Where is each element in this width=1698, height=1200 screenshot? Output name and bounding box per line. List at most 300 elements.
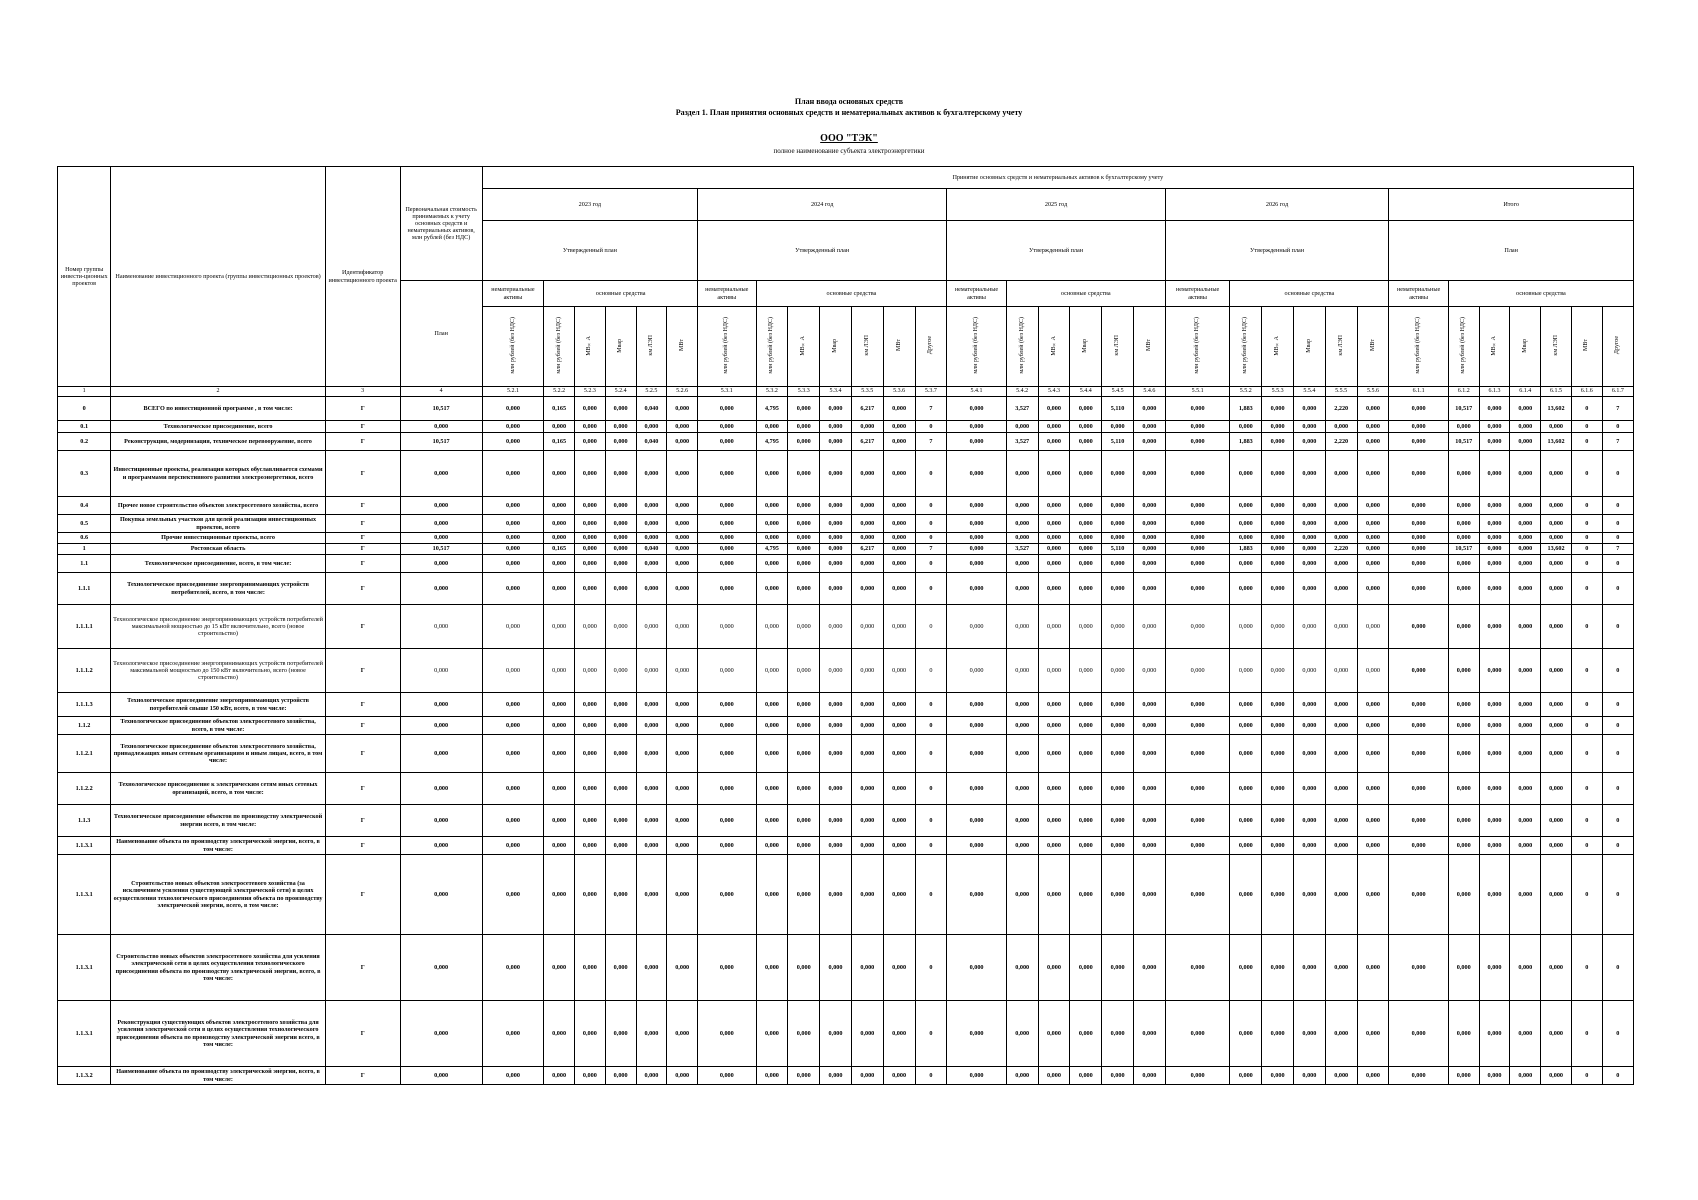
row-value: 0,000 (1070, 421, 1102, 433)
row-value: 0,000 (482, 421, 544, 433)
row-value: 0,000 (1006, 451, 1038, 497)
row-value: 0,000 (851, 451, 883, 497)
row-project-id: Г (325, 515, 400, 533)
row-value: 0,000 (667, 433, 698, 451)
table-row (58, 773, 1634, 805)
row-value: 0 (1571, 555, 1602, 573)
row-value: 0,000 (574, 533, 605, 544)
row-value: 0,000 (1389, 451, 1448, 497)
row-value: 0,000 (851, 837, 883, 855)
row-value: 0,000 (1510, 515, 1541, 533)
table-row (58, 451, 1634, 497)
unit-header-mvar (1070, 307, 1102, 387)
row-value: 0,000 (574, 837, 605, 855)
row-value: 0,000 (1510, 544, 1541, 555)
row-value: 0,000 (482, 693, 544, 717)
row-value: 0 (1571, 855, 1602, 935)
unit-header-other (1602, 307, 1633, 387)
row-value: 0,000 (1230, 773, 1262, 805)
unit-label: км ЛЭП (863, 335, 870, 356)
row-value: 0,000 (1389, 837, 1448, 855)
row-value: 0,000 (1006, 605, 1038, 649)
row-value: 0,000 (788, 397, 820, 421)
row-project-id: Г (325, 717, 400, 735)
row-value: 0,000 (1541, 805, 1572, 837)
row-value: 0,000 (947, 1001, 1006, 1067)
row-value: 0,000 (851, 421, 883, 433)
row-value: 7 (915, 433, 947, 451)
row-value: 0,000 (1262, 1067, 1294, 1085)
header-fixed-assets: основные средства (1448, 281, 1633, 307)
row-value: 0,000 (605, 533, 636, 544)
row-value: 0,000 (947, 451, 1006, 497)
unit-header-mln (947, 307, 1006, 387)
row-value: 0,000 (636, 693, 667, 717)
table-row (58, 693, 1634, 717)
row-project-id: Г (325, 935, 400, 1001)
row-value: 0,000 (1479, 497, 1510, 515)
row-project-name: Прочее новое строительство объектов электросетевого хозяйства, всего (111, 497, 325, 515)
row-value: 0,000 (1165, 773, 1230, 805)
row-value: 0,000 (667, 735, 698, 773)
row-value: 0 (1602, 605, 1633, 649)
row-value: 0,000 (756, 1067, 788, 1085)
row-value: 0,000 (1133, 735, 1165, 773)
row-value: 0,000 (1479, 773, 1510, 805)
row-project-name: Технологическое присоединение объектов электросетевого хозяйства, всего, в том числе: (111, 717, 325, 735)
row-value: 0,000 (605, 717, 636, 735)
column-number: 5.2.2 (544, 387, 575, 397)
row-value: 0,000 (1389, 735, 1448, 773)
row-value: 0,000 (1448, 1001, 1479, 1067)
row-value: 0,000 (1293, 544, 1325, 555)
row-project-name: Реконструкция, модернизация, техническое перевооружение, всего (111, 433, 325, 451)
row-value: 0,000 (883, 573, 915, 605)
row-value: 0,000 (883, 533, 915, 544)
row-value: 0,165 (544, 544, 575, 555)
row-value: 0,000 (1133, 433, 1165, 451)
row-value: 0,000 (1133, 515, 1165, 533)
unit-header-mln (698, 307, 756, 387)
row-value: 0,000 (1479, 717, 1510, 735)
row-value: 0,000 (1325, 497, 1357, 515)
row-value: 10,517 (1448, 544, 1479, 555)
header-fixed-assets: основные средства (1230, 281, 1389, 307)
row-value: 0,000 (756, 1001, 788, 1067)
row-value: 0,000 (605, 935, 636, 1001)
row-value: 0,000 (1102, 497, 1134, 515)
column-number: 5.5.6 (1357, 387, 1389, 397)
row-value: 0,000 (1230, 649, 1262, 693)
row-value: 0,000 (667, 605, 698, 649)
row-value: 0,000 (1165, 421, 1230, 433)
header-intangible: нематериальные активы (698, 281, 756, 307)
row-value: 0,000 (1102, 735, 1134, 773)
row-project-name: Покупка земельных участков для целей реализации инвестиционных проектов, всего (111, 515, 325, 533)
unit-header-mln (1230, 307, 1262, 387)
row-value: 0,000 (788, 605, 820, 649)
row-value: 0,000 (820, 735, 852, 773)
row-value: 0,000 (1038, 649, 1070, 693)
table-row (58, 735, 1634, 773)
row-value: 0,000 (1510, 451, 1541, 497)
unit-label: МВт (1369, 339, 1376, 352)
row-value: 0,000 (482, 451, 544, 497)
row-project-id: Г (325, 773, 400, 805)
row-value: 0,000 (1165, 433, 1230, 451)
unit-header-mln (1006, 307, 1038, 387)
row-project-id: Г (325, 855, 400, 935)
row-value: 0,000 (482, 773, 544, 805)
row-value: 0,000 (947, 837, 1006, 855)
row-value: 0,000 (1325, 421, 1357, 433)
row-value: 0,000 (1541, 855, 1572, 935)
row-value: 0,000 (820, 515, 852, 533)
row-value: 0,000 (1325, 515, 1357, 533)
row-value: 0,000 (1510, 735, 1541, 773)
row-value: 0,000 (883, 935, 915, 1001)
row-value: 0,000 (1133, 451, 1165, 497)
row-value: 0,000 (1357, 1001, 1389, 1067)
row-value: 0 (1571, 935, 1602, 1001)
unit-label: млн рублей (без НДС) (509, 317, 516, 374)
row-value: 0,000 (883, 773, 915, 805)
row-value: 0 (1602, 717, 1633, 735)
row-value: 0 (1602, 649, 1633, 693)
row-value: 0,000 (636, 717, 667, 735)
row-value: 0,000 (482, 1067, 544, 1085)
row-value: 0 (915, 515, 947, 533)
row-value: 0,000 (788, 497, 820, 515)
row-value: 0,000 (1479, 573, 1510, 605)
table-row (58, 805, 1634, 837)
row-value: 0,000 (947, 855, 1006, 935)
row-value: 0,000 (1133, 573, 1165, 605)
unit-label: км ЛЭП (1337, 335, 1344, 356)
row-value: 0,000 (544, 1067, 575, 1085)
header-year: 2024 год (698, 189, 947, 221)
row-value: 0,000 (1293, 421, 1325, 433)
row-value: 0,000 (1006, 717, 1038, 735)
row-value: 0,000 (947, 555, 1006, 573)
row-value: 0,000 (1293, 497, 1325, 515)
row-value: 0,000 (820, 433, 852, 451)
row-value: 0,000 (544, 421, 575, 433)
row-value: 0,000 (1165, 397, 1230, 421)
row-value: 0,000 (1038, 497, 1070, 515)
row-value: 0,000 (1510, 693, 1541, 717)
table-row (58, 421, 1634, 433)
row-value: 0,000 (544, 605, 575, 649)
row-value: 0 (1602, 855, 1633, 935)
table-row (58, 649, 1634, 693)
row-value: 0,000 (820, 605, 852, 649)
row-value: 0,000 (1165, 837, 1230, 855)
unit-label: МВ×А (1274, 335, 1281, 356)
row-value: 0 (915, 805, 947, 837)
row-value: 0,000 (1448, 421, 1479, 433)
row-value: 0,000 (1006, 837, 1038, 855)
row-value: 0,000 (1357, 421, 1389, 433)
row-value: 0,000 (1038, 573, 1070, 605)
row-number: 0.6 (58, 533, 111, 544)
column-number: 6.1.4 (1510, 387, 1541, 397)
row-value: 0,000 (544, 735, 575, 773)
row-value: 0,000 (1102, 649, 1134, 693)
row-value: 0,000 (544, 573, 575, 605)
row-value: 0,000 (1006, 735, 1038, 773)
unit-label: Мвар (617, 338, 624, 353)
unit-header-mln (482, 307, 544, 387)
row-value: 0,000 (788, 1067, 820, 1085)
row-value: 0,000 (947, 433, 1006, 451)
row-value: 0,000 (1541, 649, 1572, 693)
row-value: 0,000 (400, 693, 482, 717)
row-value: 0,000 (1389, 855, 1448, 935)
table-body (58, 397, 1634, 1085)
row-value: 0,000 (698, 573, 756, 605)
column-number: 5.3.1 (698, 387, 756, 397)
row-value: 0,000 (1510, 605, 1541, 649)
row-value: 0,000 (1448, 497, 1479, 515)
header-plan: Утвержденный план (1165, 221, 1389, 281)
unit-label: млн рублей (без НДС) (1242, 317, 1249, 374)
unit-header-mw (1571, 307, 1602, 387)
row-value: 0,000 (698, 1067, 756, 1085)
row-value: 0,000 (788, 693, 820, 717)
row-value: 0,000 (1448, 451, 1479, 497)
row-number: 1.1.1.3 (58, 693, 111, 717)
row-value: 0,000 (1357, 497, 1389, 515)
row-value: 0 (1602, 533, 1633, 544)
unit-label: млн рублей (без НДС) (1460, 317, 1467, 374)
row-value: 0,000 (482, 433, 544, 451)
row-value: 0,000 (1479, 515, 1510, 533)
column-number: 5.4.4 (1070, 387, 1102, 397)
row-value: 0,000 (636, 573, 667, 605)
row-value: 0,000 (1357, 735, 1389, 773)
row-value: 0,000 (1510, 497, 1541, 515)
row-value: 0,000 (482, 935, 544, 1001)
row-value: 0,000 (1448, 515, 1479, 533)
row-value: 0,000 (820, 544, 852, 555)
row-value: 0,000 (883, 515, 915, 533)
row-value: 0,000 (1293, 605, 1325, 649)
row-value: 0 (1571, 693, 1602, 717)
row-value: 0,000 (482, 605, 544, 649)
row-value: 0,000 (1133, 773, 1165, 805)
unit-header-mln (544, 307, 575, 387)
row-value: 0,000 (1102, 693, 1134, 717)
row-value: 0,000 (482, 717, 544, 735)
row-value: 0,000 (1133, 717, 1165, 735)
table-row (58, 397, 1634, 421)
table-row (58, 1001, 1634, 1067)
row-project-id: Г (325, 544, 400, 555)
row-value: 0,000 (851, 1001, 883, 1067)
row-value: 0,000 (851, 555, 883, 573)
row-value: 0,000 (1510, 935, 1541, 1001)
row-number: 1.1.3.2 (58, 1067, 111, 1085)
row-value: 0,000 (574, 433, 605, 451)
row-value: 0,000 (667, 935, 698, 1001)
row-value: 0,000 (605, 397, 636, 421)
row-project-name: Реконструкция существующих объектов электросетевого хозяйства для усиления электрической сети в целях осуществления технологического присоединения объекта по производству электрической энергии всего, в том числе: (111, 1001, 325, 1067)
unit-header-km (851, 307, 883, 387)
row-value: 0 (1602, 497, 1633, 515)
column-number: 5.4.1 (947, 387, 1006, 397)
row-project-id: Г (325, 735, 400, 773)
row-value: 0,000 (636, 935, 667, 1001)
row-value: 0,000 (1357, 451, 1389, 497)
row-value: 0,000 (1448, 773, 1479, 805)
row-value: 10,517 (400, 544, 482, 555)
unit-header-km (1541, 307, 1572, 387)
row-value: 0,000 (756, 805, 788, 837)
column-number: 1 (58, 387, 111, 397)
row-value: 0,000 (667, 451, 698, 497)
row-value: 0,000 (820, 693, 852, 717)
row-value: 0,000 (756, 935, 788, 1001)
row-value: 13,602 (1541, 544, 1572, 555)
row-value: 0,000 (1133, 397, 1165, 421)
row-value: 0,000 (698, 397, 756, 421)
header-project-name: Наименование инвестиционного проекта (группы инвестиционных проектов) (111, 167, 325, 387)
row-value: 0,000 (1448, 693, 1479, 717)
row-number: 1.1.2 (58, 717, 111, 735)
row-value: 2,220 (1325, 397, 1357, 421)
row-value: 0,000 (1510, 555, 1541, 573)
row-project-id: Г (325, 649, 400, 693)
table-row (58, 855, 1634, 935)
row-value: 0,000 (1262, 855, 1294, 935)
row-value: 0,000 (1448, 805, 1479, 837)
row-value: 0,000 (1357, 605, 1389, 649)
row-value: 0,000 (1325, 693, 1357, 717)
row-value: 0,000 (574, 1001, 605, 1067)
row-value: 0,000 (482, 573, 544, 605)
row-value: 7 (915, 397, 947, 421)
row-value: 0,000 (1448, 1067, 1479, 1085)
row-value: 0,000 (1102, 805, 1134, 837)
row-value: 0,000 (698, 555, 756, 573)
unit-label: млн рублей (без НДС) (555, 317, 562, 374)
column-number: 5.2.5 (636, 387, 667, 397)
row-value: 0,000 (1262, 433, 1294, 451)
column-number: 2 (111, 387, 325, 397)
row-value: 0,000 (1479, 397, 1510, 421)
row-value: 0,000 (1389, 717, 1448, 735)
row-value: 0,000 (1541, 421, 1572, 433)
row-value: 0,000 (756, 773, 788, 805)
row-value: 0,000 (788, 421, 820, 433)
row-value: 0 (915, 735, 947, 773)
unit-header-mva (788, 307, 820, 387)
row-value: 0,000 (605, 649, 636, 693)
row-value: 0,000 (1133, 855, 1165, 935)
row-value: 0,000 (1293, 397, 1325, 421)
row-project-name: Технологическое присоединение, всего, в том числе: (111, 555, 325, 573)
row-value: 0,000 (947, 735, 1006, 773)
unit-header-mvar (605, 307, 636, 387)
row-project-name: Строительство новых объектов электросетевого хозяйства (за исключением усиления существующей электрической сети) в целях осуществления технологического присоединения объекта по производству электрической энергии, всего, в том числе: (111, 855, 325, 935)
row-value: 0,000 (788, 433, 820, 451)
row-project-name: Технологическое присоединение энергопринимающих устройств потребителей свыше 150 кВт, всего, в том числе: (111, 693, 325, 717)
header-cost-plan: План (400, 281, 482, 387)
row-value: 0,000 (883, 433, 915, 451)
column-number: 5.5.5 (1325, 387, 1357, 397)
row-value: 0,000 (698, 433, 756, 451)
row-value: 0,000 (1293, 451, 1325, 497)
row-value: 0,000 (544, 1001, 575, 1067)
row-value: 0,000 (1070, 773, 1102, 805)
row-value: 0,000 (1165, 735, 1230, 773)
row-value: 0,000 (1102, 421, 1134, 433)
row-value: 0,000 (820, 649, 852, 693)
row-value: 0,000 (851, 717, 883, 735)
row-value: 0,000 (883, 1001, 915, 1067)
row-value: 0,000 (1006, 1067, 1038, 1085)
row-value: 0,000 (851, 497, 883, 515)
row-value: 0,000 (1357, 717, 1389, 735)
row-value: 0,000 (1006, 935, 1038, 1001)
unit-label: МВт (678, 339, 685, 352)
row-value: 3,527 (1006, 433, 1038, 451)
row-value: 0,000 (851, 773, 883, 805)
row-value: 0,000 (1262, 773, 1294, 805)
row-value: 0,000 (1230, 573, 1262, 605)
row-value: 0,000 (1448, 855, 1479, 935)
row-value: 0,000 (1479, 855, 1510, 935)
row-value: 0,000 (883, 497, 915, 515)
table-row (58, 544, 1634, 555)
row-value: 0,000 (1165, 717, 1230, 735)
row-value: 0 (1571, 573, 1602, 605)
row-value: 0,000 (1230, 605, 1262, 649)
row-value: 0,000 (851, 693, 883, 717)
row-value: 0,000 (1133, 837, 1165, 855)
row-value: 0,000 (1133, 421, 1165, 433)
row-value: 0,000 (1070, 837, 1102, 855)
table-row (58, 497, 1634, 515)
row-value: 0,000 (1262, 544, 1294, 555)
row-value: 0,000 (1165, 451, 1230, 497)
row-value: 0,000 (574, 544, 605, 555)
row-project-name: Ростовская область (111, 544, 325, 555)
row-value: 0,000 (400, 497, 482, 515)
column-number: 4 (400, 387, 482, 397)
row-value: 1,883 (1230, 544, 1262, 555)
row-value: 0,000 (698, 515, 756, 533)
row-value: 0,000 (605, 451, 636, 497)
unit-header-mw (1133, 307, 1165, 387)
row-value: 0,000 (1038, 1001, 1070, 1067)
row-value: 0,000 (756, 515, 788, 533)
row-value: 4,795 (756, 544, 788, 555)
row-value: 0,000 (698, 693, 756, 717)
row-value: 0,000 (1325, 837, 1357, 855)
table-row (58, 573, 1634, 605)
row-value: 0,000 (1448, 837, 1479, 855)
row-value: 0,000 (851, 649, 883, 693)
row-value: 0,000 (947, 421, 1006, 433)
row-value: 0 (1571, 433, 1602, 451)
row-value: 0,000 (851, 533, 883, 544)
row-value: 0,000 (1448, 605, 1479, 649)
row-value: 0,000 (667, 693, 698, 717)
row-value: 0,000 (883, 735, 915, 773)
row-value: 0,000 (1230, 1001, 1262, 1067)
